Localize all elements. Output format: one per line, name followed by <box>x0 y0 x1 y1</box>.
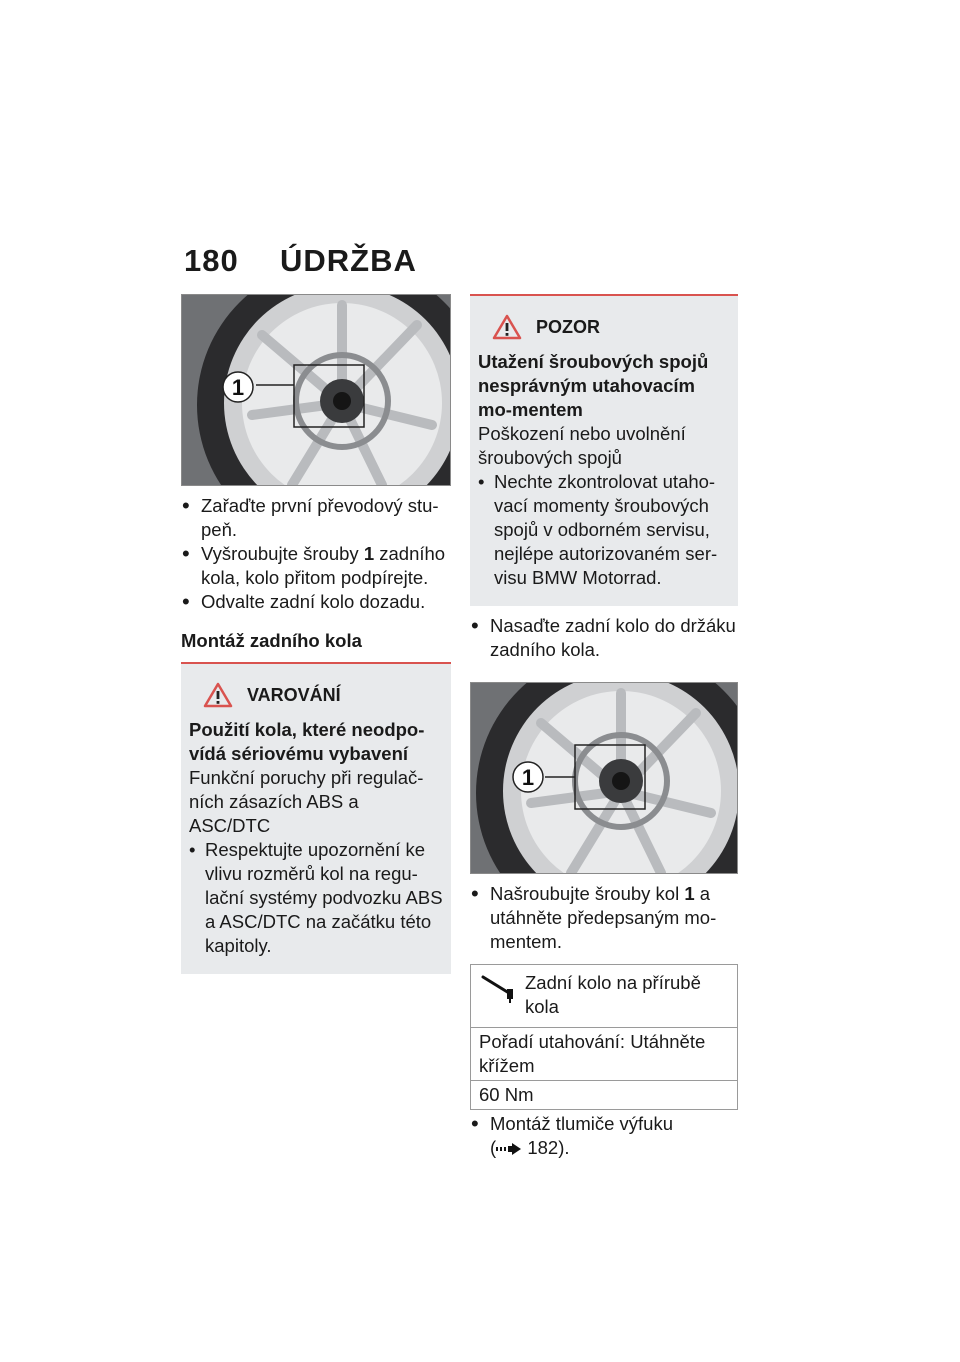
rear-wheel-figure-1 <box>181 294 451 486</box>
list-item: • Našroubujte šrouby kol 1 a utáhněte předepsaným mo-mentem. <box>470 882 738 954</box>
rear-wheel-figure-2 <box>470 682 738 874</box>
screw-steps <box>470 882 738 954</box>
spec-header <box>471 965 737 1027</box>
section-heading: Montáž zadního kola <box>181 630 362 651</box>
page-number: 180 <box>184 243 239 278</box>
exhaust-steps <box>470 1112 738 1160</box>
section-title: ÚDRŽBA <box>280 243 417 278</box>
spec-order: Pořadí utahování: Utáhněte křížem <box>471 1027 737 1080</box>
mount-steps <box>470 614 738 662</box>
list-item: • Montáž tlumiče výfuku ( 182). <box>470 1112 738 1160</box>
caution-heading: Utažení šroubových spojů nesprávným utahovacím mo-mentem <box>478 351 709 420</box>
figure1-callout: 1 <box>231 375 245 400</box>
left-column <box>181 294 451 974</box>
removal-steps <box>181 494 451 614</box>
page-reference-arrow-icon <box>496 1142 522 1156</box>
caution-body: Poškození nebo uvolnění šroubových spojů <box>478 423 686 468</box>
caution-list <box>478 470 730 590</box>
warning-body: Funkční poruchy při regulač-ních zásazích ABS a ASC/DTC <box>189 767 424 836</box>
spec-torque: 60 Nm <box>471 1080 737 1109</box>
right-column <box>470 294 738 1160</box>
spec-title: Zadní kolo na přírubě kola <box>525 972 701 1017</box>
list-item: • Zařaďte první převodový stu-peň. <box>181 494 451 542</box>
warning-triangle-icon <box>203 682 233 708</box>
warning-triangle-icon <box>492 314 522 340</box>
list-item: • Odvalte zadní kolo dozadu. <box>181 590 451 614</box>
warning-title: VAROVÁNÍ <box>203 682 443 708</box>
caution-title: POZOR <box>492 314 730 340</box>
caution-box <box>470 294 738 606</box>
torque-spec-table <box>470 964 738 1110</box>
warning-list <box>189 838 443 958</box>
warning-box <box>181 662 451 974</box>
page-reference[interactable]: 182 <box>527 1137 559 1158</box>
list-item: • Nasaďte zadní kolo do držáku zadního kola. <box>470 614 738 662</box>
figure2-callout: 1 <box>521 765 535 790</box>
page-header <box>184 243 417 279</box>
list-item: • Nechte zkontrolovat utaho-vací momenty šroubových spojů v odborném servisu, nejlépe autorizovaném ser-visu BMW Motorrad. <box>478 470 730 590</box>
list-item: • Vyšroubujte šrouby 1 zadního kola, kolo přitom podpírejte. <box>181 542 451 590</box>
warning-heading: Použití kola, které neodpo-vídá sériovému vybavení <box>189 719 425 764</box>
list-item: • Respektujte upozornění ke vlivu rozměrů kol na regu-lační systémy podvozku ABS a ASC/DTC na začátku této kapitoly. <box>189 838 443 958</box>
torque-wrench-icon <box>479 973 519 1003</box>
